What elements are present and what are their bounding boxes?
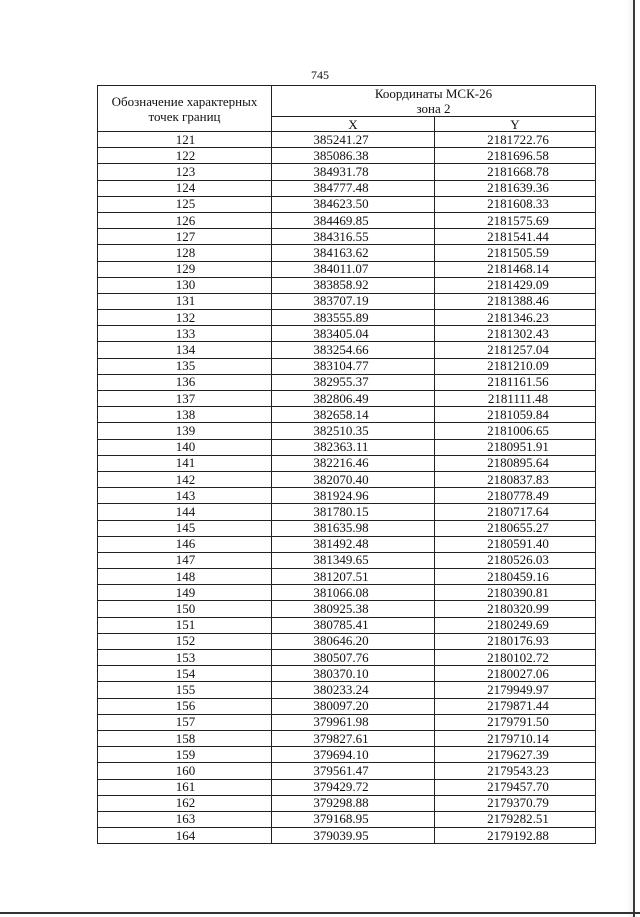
y-coordinate-cell: 2180655.27	[435, 520, 596, 536]
point-number-cell: 154	[98, 666, 272, 682]
scan-bottom-edge-line	[0, 912, 640, 914]
y-coordinate-cell: 2181639.36	[435, 180, 596, 196]
y-coordinate-cell: 2181210.09	[435, 358, 596, 374]
table-row	[98, 391, 596, 407]
table-row	[98, 488, 596, 504]
point-number-cell: 148	[98, 569, 272, 585]
scan-right-edge-line	[633, 0, 635, 917]
y-coordinate-cell: 2179949.97	[435, 682, 596, 698]
table-row	[98, 423, 596, 439]
table-row	[98, 650, 596, 666]
table-row	[98, 682, 596, 698]
table-row	[98, 601, 596, 617]
y-coordinate-cell: 2179710.14	[435, 730, 596, 746]
point-number-cell: 164	[98, 828, 272, 844]
header-coord-title: Координаты МСК-26	[374, 86, 493, 101]
table-row	[98, 811, 596, 827]
coordinates-table	[97, 85, 596, 844]
y-coordinate-cell: 2180717.64	[435, 504, 596, 520]
y-coordinate-cell: 2180591.40	[435, 536, 596, 552]
x-coordinate-cell: 382955.37	[272, 374, 435, 390]
table-row	[98, 196, 596, 212]
x-coordinate-cell: 384163.62	[272, 245, 435, 261]
point-number-cell: 149	[98, 585, 272, 601]
y-coordinate-cell: 2181608.33	[435, 196, 596, 212]
y-coordinate-cell: 2181575.69	[435, 212, 596, 228]
point-number-cell: 143	[98, 488, 272, 504]
point-number-cell: 158	[98, 730, 272, 746]
y-coordinate-cell: 2179192.88	[435, 828, 596, 844]
x-coordinate-cell: 383858.92	[272, 277, 435, 293]
x-coordinate-cell: 379961.98	[272, 714, 435, 730]
x-coordinate-cell: 381635.98	[272, 520, 435, 536]
x-coordinate-cell: 382070.40	[272, 471, 435, 487]
x-coordinate-cell: 385086.38	[272, 148, 435, 164]
table-row	[98, 747, 596, 763]
x-coordinate-cell: 384931.78	[272, 164, 435, 180]
table-row	[98, 779, 596, 795]
table-row	[98, 633, 596, 649]
x-coordinate-cell: 379168.95	[272, 811, 435, 827]
table-row	[98, 536, 596, 552]
y-coordinate-cell: 2179282.51	[435, 811, 596, 827]
x-coordinate-cell: 380507.76	[272, 650, 435, 666]
point-number-cell: 146	[98, 536, 272, 552]
x-coordinate-cell: 380233.24	[272, 682, 435, 698]
x-coordinate-cell: 380925.38	[272, 601, 435, 617]
x-coordinate-cell: 383104.77	[272, 358, 435, 374]
point-number-cell: 145	[98, 520, 272, 536]
y-coordinate-cell: 2181541.44	[435, 229, 596, 245]
point-number-cell: 124	[98, 180, 272, 196]
x-coordinate-cell: 379298.88	[272, 795, 435, 811]
x-coordinate-cell: 383254.66	[272, 342, 435, 358]
table-row	[98, 666, 596, 682]
point-number-cell: 160	[98, 763, 272, 779]
table-row	[98, 342, 596, 358]
table-row	[98, 795, 596, 811]
x-coordinate-cell: 382363.11	[272, 439, 435, 455]
x-coordinate-cell: 381066.08	[272, 585, 435, 601]
point-number-cell: 127	[98, 229, 272, 245]
coordinates-table-container	[97, 85, 595, 844]
point-number-cell: 150	[98, 601, 272, 617]
x-coordinate-cell: 381349.65	[272, 552, 435, 568]
y-coordinate-cell: 2179791.50	[435, 714, 596, 730]
x-coordinate-cell: 382510.35	[272, 423, 435, 439]
point-number-cell: 126	[98, 212, 272, 228]
y-coordinate-cell: 2179370.79	[435, 795, 596, 811]
y-coordinate-cell: 2180027.06	[435, 666, 596, 682]
x-coordinate-cell: 382806.49	[272, 391, 435, 407]
table-row	[98, 569, 596, 585]
table-row	[98, 552, 596, 568]
y-coordinate-cell: 2180778.49	[435, 488, 596, 504]
table-row	[98, 471, 596, 487]
y-coordinate-cell: 2181388.46	[435, 293, 596, 309]
table-row	[98, 132, 596, 148]
y-coordinate-cell: 2179871.44	[435, 698, 596, 714]
y-coordinate-cell: 2180526.03	[435, 552, 596, 568]
point-number-cell: 122	[98, 148, 272, 164]
header-coord-zone: зона 2	[416, 101, 451, 116]
point-number-cell: 152	[98, 633, 272, 649]
point-number-cell: 123	[98, 164, 272, 180]
table-row	[98, 245, 596, 261]
table-row	[98, 730, 596, 746]
table-row	[98, 212, 596, 228]
y-coordinate-cell: 2181302.43	[435, 326, 596, 342]
x-coordinate-cell: 381924.96	[272, 488, 435, 504]
y-coordinate-cell: 2180176.93	[435, 633, 596, 649]
x-coordinate-cell: 380370.10	[272, 666, 435, 682]
x-coordinate-cell: 382658.14	[272, 407, 435, 423]
page-number: 745	[311, 68, 329, 82]
x-coordinate-cell: 383707.19	[272, 293, 435, 309]
y-coordinate-cell: 2179543.23	[435, 763, 596, 779]
header-x: X	[272, 117, 435, 132]
point-number-cell: 139	[98, 423, 272, 439]
y-coordinate-cell: 2181468.14	[435, 261, 596, 277]
x-coordinate-cell: 379429.72	[272, 779, 435, 795]
x-coordinate-cell: 379827.61	[272, 730, 435, 746]
y-coordinate-cell: 2181257.04	[435, 342, 596, 358]
table-header	[98, 86, 596, 132]
y-coordinate-cell: 2181505.59	[435, 245, 596, 261]
y-coordinate-cell: 2181668.78	[435, 164, 596, 180]
table-row	[98, 293, 596, 309]
y-coordinate-cell: 2180951.91	[435, 439, 596, 455]
x-coordinate-cell: 381780.15	[272, 504, 435, 520]
y-coordinate-cell: 2180390.81	[435, 585, 596, 601]
point-number-cell: 121	[98, 132, 272, 148]
x-coordinate-cell: 382216.46	[272, 455, 435, 471]
x-coordinate-cell: 381492.48	[272, 536, 435, 552]
point-number-cell: 157	[98, 714, 272, 730]
point-number-cell: 134	[98, 342, 272, 358]
y-coordinate-cell: 2181059.84	[435, 407, 596, 423]
y-coordinate-cell: 2180895.64	[435, 455, 596, 471]
table-row	[98, 698, 596, 714]
y-coordinate-cell: 2181722.76	[435, 132, 596, 148]
point-number-cell: 142	[98, 471, 272, 487]
table-row	[98, 310, 596, 326]
y-coordinate-cell: 2181429.09	[435, 277, 596, 293]
table-row	[98, 714, 596, 730]
point-number-cell: 159	[98, 747, 272, 763]
table-row	[98, 617, 596, 633]
x-coordinate-cell: 380097.20	[272, 698, 435, 714]
table-row	[98, 180, 596, 196]
point-number-cell: 135	[98, 358, 272, 374]
point-number-cell: 129	[98, 261, 272, 277]
table-row	[98, 148, 596, 164]
x-coordinate-cell: 383555.89	[272, 310, 435, 326]
y-coordinate-cell: 2180459.16	[435, 569, 596, 585]
scan-edge-shadow	[626, 0, 633, 917]
table-row	[98, 520, 596, 536]
table-row	[98, 229, 596, 245]
point-number-cell: 128	[98, 245, 272, 261]
y-coordinate-cell: 2181006.65	[435, 423, 596, 439]
point-number-cell: 147	[98, 552, 272, 568]
x-coordinate-cell: 384316.55	[272, 229, 435, 245]
point-number-cell: 138	[98, 407, 272, 423]
y-coordinate-cell: 2179627.39	[435, 747, 596, 763]
point-number-cell: 161	[98, 779, 272, 795]
point-number-cell: 144	[98, 504, 272, 520]
table-row	[98, 374, 596, 390]
point-number-cell: 162	[98, 795, 272, 811]
y-coordinate-cell: 2181111.48	[435, 391, 596, 407]
x-coordinate-cell: 384777.48	[272, 180, 435, 196]
point-number-cell: 140	[98, 439, 272, 455]
x-coordinate-cell: 380785.41	[272, 617, 435, 633]
table-row	[98, 407, 596, 423]
point-number-cell: 136	[98, 374, 272, 390]
table-row	[98, 828, 596, 844]
table-row	[98, 585, 596, 601]
y-coordinate-cell: 2181346.23	[435, 310, 596, 326]
table-row	[98, 504, 596, 520]
x-coordinate-cell: 380646.20	[272, 633, 435, 649]
x-coordinate-cell: 384011.07	[272, 261, 435, 277]
y-coordinate-cell: 2181696.58	[435, 148, 596, 164]
table-row	[98, 439, 596, 455]
table-row	[98, 455, 596, 471]
header-point-label: Обозначение характерных точек границ	[98, 86, 272, 132]
point-number-cell: 130	[98, 277, 272, 293]
y-coordinate-cell: 2179457.70	[435, 779, 596, 795]
table-row	[98, 261, 596, 277]
y-coordinate-cell: 2180320.99	[435, 601, 596, 617]
header-coordinates	[272, 86, 596, 117]
x-coordinate-cell: 383405.04	[272, 326, 435, 342]
point-number-cell: 141	[98, 455, 272, 471]
point-number-cell: 131	[98, 293, 272, 309]
y-coordinate-cell: 2181161.56	[435, 374, 596, 390]
x-coordinate-cell: 381207.51	[272, 569, 435, 585]
point-number-cell: 137	[98, 391, 272, 407]
y-coordinate-cell: 2180249.69	[435, 617, 596, 633]
point-number-cell: 163	[98, 811, 272, 827]
point-number-cell: 156	[98, 698, 272, 714]
table-row	[98, 277, 596, 293]
header-y: Y	[435, 117, 596, 132]
table-row	[98, 358, 596, 374]
point-number-cell: 151	[98, 617, 272, 633]
x-coordinate-cell: 384469.85	[272, 212, 435, 228]
table-row	[98, 326, 596, 342]
point-number-cell: 155	[98, 682, 272, 698]
x-coordinate-cell: 379039.95	[272, 828, 435, 844]
y-coordinate-cell: 2180102.72	[435, 650, 596, 666]
point-number-cell: 132	[98, 310, 272, 326]
x-coordinate-cell: 379694.10	[272, 747, 435, 763]
x-coordinate-cell: 384623.50	[272, 196, 435, 212]
table-row	[98, 164, 596, 180]
point-number-cell: 133	[98, 326, 272, 342]
table-body	[98, 132, 596, 844]
y-coordinate-cell: 2180837.83	[435, 471, 596, 487]
table-row	[98, 763, 596, 779]
x-coordinate-cell: 385241.27	[272, 132, 435, 148]
point-number-cell: 153	[98, 650, 272, 666]
point-number-cell: 125	[98, 196, 272, 212]
x-coordinate-cell: 379561.47	[272, 763, 435, 779]
